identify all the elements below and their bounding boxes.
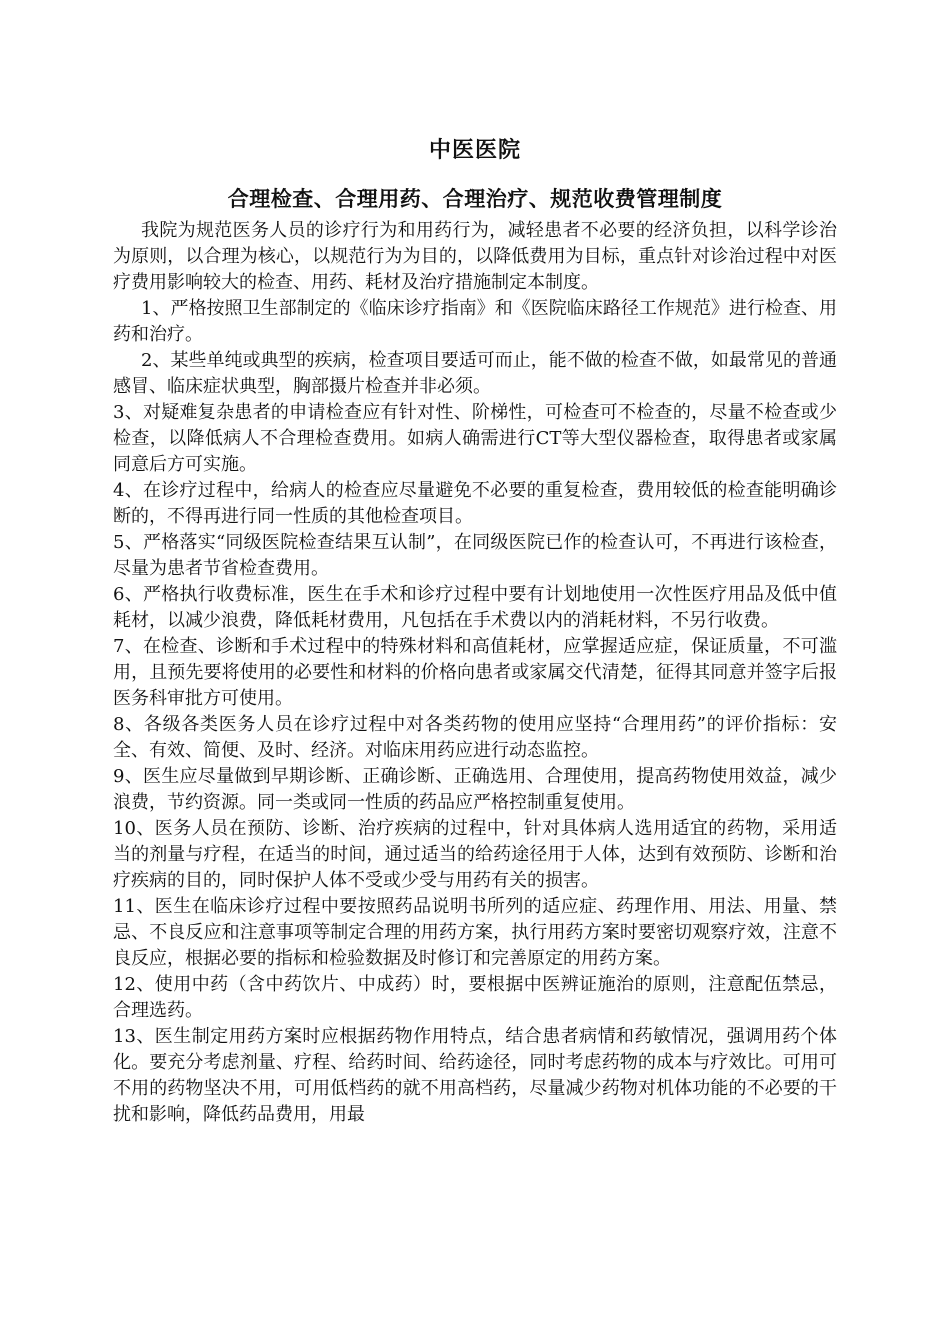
clause-paragraph-3: 3、对疑难复杂患者的申请检查应有针对性、阶梯性，可检查可不检查的，尽量不检查或少检查，以降低病人不合理检查费用。如病人确需进行CT等大型仪器检查，取得患者或家属同意后方可实施。 (113, 402, 837, 475)
clause-paragraph-12: 12、使用中药（含中药饮片、中成药）时，要根据中医辨证施治的原则，注意配伍禁忌，合理选药。 (113, 974, 837, 1021)
clause-paragraph-9: 9、医生应尽量做到早期诊断、正确诊断、正确选用、合理使用，提高药物使用效益，减少浪费，节约资源。同一类或同一性质的药品应严格控制重复使用。 (113, 766, 837, 813)
clause-paragraph-2: 2、某些单纯或典型的疾病，检查项目要适可而止，能不做的检查不做，如最常见的普通感冒、临床症状典型，胸部摄片检查并非必须。 (113, 350, 837, 397)
clause-paragraph-7: 7、在检查、诊断和手术过程中的特殊材料和高值耗材，应掌握适应症，保证质量，不可滥用，且预先要将使用的必要性和材料的价格向患者或家属交代清楚，征得其同意并签字后报医务科审批方可使用。 (113, 636, 837, 709)
clause-paragraph-5: 5、严格落实“同级医院检查结果互认制”，在同级医院已作的检查认可，不再进行该检查，尽量为患者节省检查费用。 (113, 532, 837, 579)
clause-paragraph-4: 4、在诊疗过程中，给病人的检查应尽量避免不必要的重复检查，费用较低的检查能明确诊断的，不得再进行同一性质的其他检查项目。 (113, 480, 837, 527)
clause-paragraph-13: 13、医生制定用药方案时应根据药物作用特点，结合患者病情和药敏情况，强调用药个体化。要充分考虑剂量、疗程、给药时间、给药途径，同时考虑药物的成本与疗效比。可用可不用的药物坚决不用，可用低档药的就不用高档药，尽量减少药物对机体功能的不必要的干扰和影响，降低药品费用，用最 (113, 1026, 837, 1125)
document-body (113, 133, 837, 1128)
clause-paragraph-11: 11、医生在临床诊疗过程中要按照药品说明书所列的适应症、药理作用、用法、用量、禁忌、不良反应和注意事项等制定合理的用药方案，执行用药方案时要密切观察疗效，注意不良反应，根据必要的指标和检验数据及时修订和完善原定的用药方案。 (113, 896, 837, 969)
clause-paragraph-8: 8、各级各类医务人员在诊疗过程中对各类药物的使用应坚持“合理用药”的评价指标：安全、有效、简便、及时、经济。对临床用药应进行动态监控。 (113, 714, 837, 761)
document-title: 中医医院 (428, 137, 521, 163)
intro-paragraph: 我院为规范医务人员的诊疗行为和用药行为，减轻患者不必要的经济负担，以科学诊治为原则，以合理为核心，以规范行为为目的，以降低费用为目标，重点针对诊治过程中对医疗费用影响较大的检查、用药、耗材及治疗措施制定本制度。 (113, 220, 837, 293)
clause-paragraph-10: 10、医务人员在预防、诊断、治疗疾病的过程中，针对具体病人选用适宜的药物，采用适当的剂量与疗程，在适当的时间，通过适当的给药途径用于人体，达到有效预防、诊断和治疗疾病的目的，同时保护人体不受或少受与用药有关的损害。 (113, 818, 837, 891)
clause-paragraph-1: 1、严格按照卫生部制定的《临床诊疗指南》和《医院临床路径工作规范》进行检查、用药和治疗。 (113, 298, 837, 345)
clause-paragraph-6: 6、严格执行收费标准，医生在手术和诊疗过程中要有计划地使用一次性医疗用品及低中值耗材，以减少浪费，降低耗材费用，凡包括在手术费以内的消耗材料，不另行收费。 (113, 584, 837, 631)
document-subtitle: 合理检查、合理用药、合理治疗、规范收费管理制度 (227, 186, 723, 211)
